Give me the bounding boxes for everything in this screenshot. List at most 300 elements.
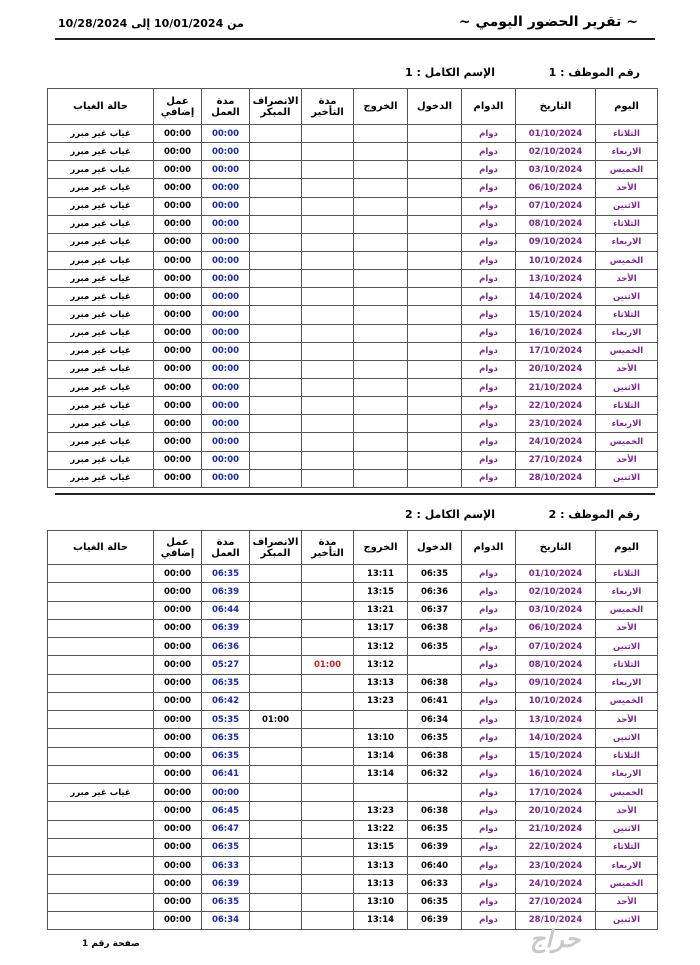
cell-out: 13:11: [354, 565, 408, 583]
cell-extra: 00:00: [154, 469, 202, 487]
cell-date: 24/10/2024: [516, 875, 596, 893]
cell-shift: دوام: [462, 601, 516, 619]
col-header-early: الانصراف المبكر: [250, 531, 302, 565]
cell-out: 13:13: [354, 875, 408, 893]
cell-shift: دوام: [462, 288, 516, 306]
cell-day: الخميس: [596, 433, 658, 451]
cell-extra: 00:00: [154, 820, 202, 838]
cell-late: [302, 857, 354, 875]
cell-date: 28/10/2024: [516, 469, 596, 487]
table-row: [48, 469, 658, 487]
cell-shift: دوام: [462, 583, 516, 601]
cell-status: غياب غير مبرر: [48, 433, 154, 451]
cell-early: [250, 674, 302, 692]
cell-extra: 00:00: [154, 802, 202, 820]
table-row: [48, 820, 658, 838]
cell-status: [48, 893, 154, 911]
cell-shift: دوام: [462, 215, 516, 233]
cell-early: [250, 747, 302, 765]
cell-day: الاربعاء: [596, 674, 658, 692]
cell-late: [302, 893, 354, 911]
cell-late: [302, 197, 354, 215]
cell-shift: دوام: [462, 179, 516, 197]
cell-work: 06:39: [202, 875, 250, 893]
cell-in: 06:35: [408, 820, 462, 838]
col-header-late: مدة التأخير: [302, 531, 354, 565]
table-row: [48, 125, 658, 143]
cell-date: 09/10/2024: [516, 233, 596, 251]
cell-extra: 00:00: [154, 161, 202, 179]
cell-late: [302, 342, 354, 360]
cell-in: [408, 433, 462, 451]
cell-status: [48, 619, 154, 637]
cell-in: [408, 360, 462, 378]
cell-work: 00:00: [202, 306, 250, 324]
col-header-day: اليوم: [596, 89, 658, 125]
cell-date: 08/10/2024: [516, 656, 596, 674]
cell-day: الخميس: [596, 692, 658, 710]
cell-shift: دوام: [462, 397, 516, 415]
cell-out: [354, 161, 408, 179]
cell-extra: 00:00: [154, 360, 202, 378]
cell-out: 13:23: [354, 802, 408, 820]
cell-shift: دوام: [462, 893, 516, 911]
cell-status: [48, 838, 154, 856]
cell-work: 06:33: [202, 857, 250, 875]
table-row: [48, 692, 658, 710]
cell-status: غياب غير مبرر: [48, 233, 154, 251]
cell-work: 06:47: [202, 820, 250, 838]
cell-status: [48, 820, 154, 838]
cell-early: [250, 125, 302, 143]
table-row: [48, 711, 658, 729]
cell-in: 06:38: [408, 619, 462, 637]
cell-extra: 00:00: [154, 656, 202, 674]
employee-2-attendance-table: [47, 530, 658, 930]
cell-day: الأحد: [596, 802, 658, 820]
cell-late: [302, 765, 354, 783]
cell-out: [354, 270, 408, 288]
cell-out: [354, 711, 408, 729]
cell-late: [302, 784, 354, 802]
cell-out: [354, 125, 408, 143]
cell-shift: دوام: [462, 270, 516, 288]
cell-late: [302, 215, 354, 233]
cell-date: 20/10/2024: [516, 360, 596, 378]
cell-status: غياب غير مبرر: [48, 215, 154, 233]
cell-extra: 00:00: [154, 638, 202, 656]
cell-shift: دوام: [462, 433, 516, 451]
cell-out: 13:15: [354, 583, 408, 601]
cell-shift: دوام: [462, 565, 516, 583]
cell-shift: دوام: [462, 342, 516, 360]
cell-work: 06:42: [202, 692, 250, 710]
cell-day: الاثنين: [596, 729, 658, 747]
cell-early: [250, 288, 302, 306]
cell-in: [408, 324, 462, 342]
cell-work: 06:44: [202, 601, 250, 619]
table-row: [48, 857, 658, 875]
cell-early: [250, 638, 302, 656]
cell-status: غياب غير مبرر: [48, 451, 154, 469]
cell-shift: دوام: [462, 161, 516, 179]
col-header-work: مدة العمل: [202, 531, 250, 565]
cell-status: [48, 802, 154, 820]
cell-in: [408, 251, 462, 269]
cell-shift: دوام: [462, 784, 516, 802]
cell-work: 06:35: [202, 565, 250, 583]
cell-out: [354, 324, 408, 342]
cell-late: [302, 619, 354, 637]
cell-shift: دوام: [462, 711, 516, 729]
cell-in: 06:35: [408, 638, 462, 656]
table-header-row: [48, 531, 658, 565]
cell-extra: 00:00: [154, 233, 202, 251]
cell-in: 06:35: [408, 565, 462, 583]
cell-late: [302, 747, 354, 765]
cell-early: [250, 433, 302, 451]
cell-out: 13:21: [354, 601, 408, 619]
cell-date: 23/10/2024: [516, 415, 596, 433]
table-row: [48, 433, 658, 451]
page-number: صفحة رقم 1: [82, 939, 140, 949]
cell-extra: 00:00: [154, 729, 202, 747]
col-header-date: التاريخ: [516, 531, 596, 565]
watermark-logo: حراج: [530, 925, 581, 953]
cell-date: 22/10/2024: [516, 838, 596, 856]
cell-work: 05:35: [202, 711, 250, 729]
cell-date: 13/10/2024: [516, 270, 596, 288]
cell-day: الخميس: [596, 251, 658, 269]
cell-shift: دوام: [462, 378, 516, 396]
col-header-shift: الدوام: [462, 531, 516, 565]
cell-in: 06:39: [408, 911, 462, 929]
table-row: [48, 802, 658, 820]
col-header-out: الخروج: [354, 89, 408, 125]
cell-work: 00:00: [202, 215, 250, 233]
cell-out: [354, 233, 408, 251]
cell-day: الاربعاء: [596, 765, 658, 783]
cell-extra: 00:00: [154, 251, 202, 269]
cell-extra: 00:00: [154, 857, 202, 875]
section-divider: [55, 493, 655, 495]
cell-day: الاثنين: [596, 820, 658, 838]
cell-date: 14/10/2024: [516, 288, 596, 306]
cell-shift: دوام: [462, 451, 516, 469]
cell-date: 07/10/2024: [516, 638, 596, 656]
cell-late: [302, 306, 354, 324]
cell-date: 06/10/2024: [516, 179, 596, 197]
cell-out: [354, 251, 408, 269]
cell-late: [302, 143, 354, 161]
cell-shift: دوام: [462, 324, 516, 342]
cell-extra: 00:00: [154, 451, 202, 469]
cell-extra: 00:00: [154, 342, 202, 360]
cell-out: 13:17: [354, 619, 408, 637]
cell-out: 13:14: [354, 911, 408, 929]
cell-out: [354, 469, 408, 487]
cell-date: 17/10/2024: [516, 784, 596, 802]
table-row: [48, 161, 658, 179]
cell-out: [354, 360, 408, 378]
cell-shift: دوام: [462, 415, 516, 433]
table-row: [48, 656, 658, 674]
cell-day: الثلاثاء: [596, 397, 658, 415]
cell-late: [302, 638, 354, 656]
cell-out: [354, 306, 408, 324]
cell-date: 03/10/2024: [516, 161, 596, 179]
cell-extra: 00:00: [154, 397, 202, 415]
cell-early: [250, 161, 302, 179]
cell-day: الخميس: [596, 875, 658, 893]
cell-status: [48, 875, 154, 893]
cell-out: [354, 215, 408, 233]
cell-early: [250, 583, 302, 601]
cell-in: 06:38: [408, 747, 462, 765]
cell-early: [250, 306, 302, 324]
cell-in: [408, 415, 462, 433]
cell-work: 00:00: [202, 251, 250, 269]
cell-day: الاثنين: [596, 197, 658, 215]
cell-work: 00:00: [202, 125, 250, 143]
cell-day: الأحد: [596, 451, 658, 469]
cell-late: [302, 378, 354, 396]
cell-status: [48, 674, 154, 692]
cell-date: 21/10/2024: [516, 820, 596, 838]
cell-day: الخميس: [596, 161, 658, 179]
cell-out: 13:22: [354, 820, 408, 838]
cell-status: غياب غير مبرر: [48, 360, 154, 378]
cell-status: غياب غير مبرر: [48, 270, 154, 288]
cell-day: الخميس: [596, 601, 658, 619]
cell-early: [250, 251, 302, 269]
cell-date: 22/10/2024: [516, 397, 596, 415]
cell-out: 13:14: [354, 747, 408, 765]
cell-date: 10/10/2024: [516, 251, 596, 269]
cell-extra: 00:00: [154, 565, 202, 583]
cell-work: 00:00: [202, 342, 250, 360]
cell-status: [48, 692, 154, 710]
cell-shift: دوام: [462, 747, 516, 765]
table-row: [48, 601, 658, 619]
cell-out: 13:14: [354, 765, 408, 783]
cell-day: الثلاثاء: [596, 306, 658, 324]
table-row: [48, 875, 658, 893]
cell-shift: دوام: [462, 911, 516, 929]
cell-date: 14/10/2024: [516, 729, 596, 747]
cell-late: [302, 802, 354, 820]
cell-out: 13:23: [354, 692, 408, 710]
table-row: [48, 893, 658, 911]
cell-in: [408, 451, 462, 469]
cell-early: [250, 838, 302, 856]
employee-2-id: رقم الموظف : 2: [548, 508, 640, 521]
cell-extra: 00:00: [154, 838, 202, 856]
cell-day: الاربعاء: [596, 415, 658, 433]
cell-in: [408, 397, 462, 415]
cell-in: [408, 215, 462, 233]
cell-status: غياب غير مبرر: [48, 197, 154, 215]
cell-late: [302, 820, 354, 838]
cell-status: [48, 583, 154, 601]
header-divider: [55, 38, 655, 40]
cell-out: [354, 397, 408, 415]
cell-early: [250, 802, 302, 820]
cell-date: 13/10/2024: [516, 711, 596, 729]
table-row: [48, 397, 658, 415]
cell-out: 13:10: [354, 729, 408, 747]
cell-early: [250, 233, 302, 251]
cell-late: [302, 233, 354, 251]
cell-status: غياب غير مبرر: [48, 784, 154, 802]
cell-early: [250, 875, 302, 893]
cell-work: 06:35: [202, 729, 250, 747]
cell-status: [48, 601, 154, 619]
cell-early: [250, 143, 302, 161]
cell-status: [48, 857, 154, 875]
cell-day: الأحد: [596, 360, 658, 378]
cell-late: [302, 729, 354, 747]
cell-late: [302, 451, 354, 469]
cell-in: [408, 179, 462, 197]
col-header-day: اليوم: [596, 531, 658, 565]
cell-early: [250, 692, 302, 710]
cell-out: 13:15: [354, 838, 408, 856]
cell-shift: دوام: [462, 820, 516, 838]
cell-work: 06:35: [202, 747, 250, 765]
cell-day: الخميس: [596, 342, 658, 360]
cell-shift: دوام: [462, 802, 516, 820]
table-row: [48, 747, 658, 765]
table-row: [48, 378, 658, 396]
cell-extra: 00:00: [154, 765, 202, 783]
cell-day: الأحد: [596, 619, 658, 637]
cell-work: 00:00: [202, 233, 250, 251]
cell-extra: 00:00: [154, 619, 202, 637]
col-header-status: حالة الغياب: [48, 89, 154, 125]
cell-day: الثلاثاء: [596, 656, 658, 674]
cell-day: الأحد: [596, 270, 658, 288]
cell-early: [250, 397, 302, 415]
cell-date: 23/10/2024: [516, 857, 596, 875]
cell-date: 10/10/2024: [516, 692, 596, 710]
cell-shift: دوام: [462, 765, 516, 783]
cell-out: [354, 451, 408, 469]
cell-day: الاربعاء: [596, 857, 658, 875]
cell-extra: 00:00: [154, 911, 202, 929]
cell-in: [408, 270, 462, 288]
cell-late: [302, 711, 354, 729]
cell-extra: 00:00: [154, 692, 202, 710]
cell-date: 16/10/2024: [516, 765, 596, 783]
cell-early: [250, 197, 302, 215]
cell-date: 27/10/2024: [516, 451, 596, 469]
table-row: [48, 451, 658, 469]
cell-early: [250, 784, 302, 802]
cell-in: [408, 469, 462, 487]
cell-work: 05:27: [202, 656, 250, 674]
cell-day: الاثنين: [596, 469, 658, 487]
cell-extra: 00:00: [154, 784, 202, 802]
cell-extra: 00:00: [154, 583, 202, 601]
cell-extra: 00:00: [154, 378, 202, 396]
cell-work: 00:00: [202, 360, 250, 378]
table-row: [48, 251, 658, 269]
cell-shift: دوام: [462, 656, 516, 674]
cell-in: 06:36: [408, 583, 462, 601]
table-row: [48, 197, 658, 215]
cell-status: غياب غير مبرر: [48, 306, 154, 324]
cell-late: [302, 674, 354, 692]
cell-in: 06:40: [408, 857, 462, 875]
cell-date: 15/10/2024: [516, 306, 596, 324]
cell-late: [302, 911, 354, 929]
table-row: [48, 233, 658, 251]
cell-in: 06:35: [408, 893, 462, 911]
cell-status: [48, 765, 154, 783]
cell-day: الثلاثاء: [596, 838, 658, 856]
cell-late: [302, 251, 354, 269]
employee-1-id: رقم الموظف : 1: [548, 66, 640, 79]
table-row: [48, 583, 658, 601]
cell-work: 00:00: [202, 451, 250, 469]
cell-late: [302, 270, 354, 288]
cell-extra: 00:00: [154, 143, 202, 161]
cell-early: [250, 324, 302, 342]
report-title: ~ تقرير الحضور اليومي ~: [458, 14, 638, 30]
cell-date: 02/10/2024: [516, 583, 596, 601]
col-header-out: الخروج: [354, 531, 408, 565]
cell-day: الاربعاء: [596, 583, 658, 601]
cell-shift: دوام: [462, 674, 516, 692]
cell-shift: دوام: [462, 875, 516, 893]
cell-in: [408, 288, 462, 306]
table-row: [48, 143, 658, 161]
col-header-early: الانصراف المبكر: [250, 89, 302, 125]
cell-shift: دوام: [462, 838, 516, 856]
col-header-date: التاريخ: [516, 89, 596, 125]
cell-in: 06:33: [408, 875, 462, 893]
cell-in: 06:34: [408, 711, 462, 729]
cell-extra: 00:00: [154, 270, 202, 288]
cell-in: [408, 784, 462, 802]
cell-day: الاثنين: [596, 911, 658, 929]
cell-status: غياب غير مبرر: [48, 161, 154, 179]
cell-extra: 00:00: [154, 875, 202, 893]
cell-in: 06:37: [408, 601, 462, 619]
employee-1-attendance-table: [47, 88, 658, 488]
cell-work: 00:00: [202, 197, 250, 215]
table-row: [48, 306, 658, 324]
cell-day: الاربعاء: [596, 143, 658, 161]
cell-early: [250, 619, 302, 637]
cell-status: غياب غير مبرر: [48, 288, 154, 306]
cell-out: 13:13: [354, 857, 408, 875]
cell-work: 00:00: [202, 288, 250, 306]
table-row: [48, 415, 658, 433]
employee-2-name: الإسم الكامل : 2: [404, 508, 495, 521]
cell-in: 06:39: [408, 838, 462, 856]
cell-extra: 00:00: [154, 711, 202, 729]
cell-in: 06:41: [408, 692, 462, 710]
cell-day: الاربعاء: [596, 324, 658, 342]
table-row: [48, 288, 658, 306]
cell-in: [408, 378, 462, 396]
cell-out: 13:12: [354, 656, 408, 674]
cell-date: 01/10/2024: [516, 125, 596, 143]
employee-1-name: الإسم الكامل : 1: [404, 66, 495, 79]
cell-status: [48, 729, 154, 747]
